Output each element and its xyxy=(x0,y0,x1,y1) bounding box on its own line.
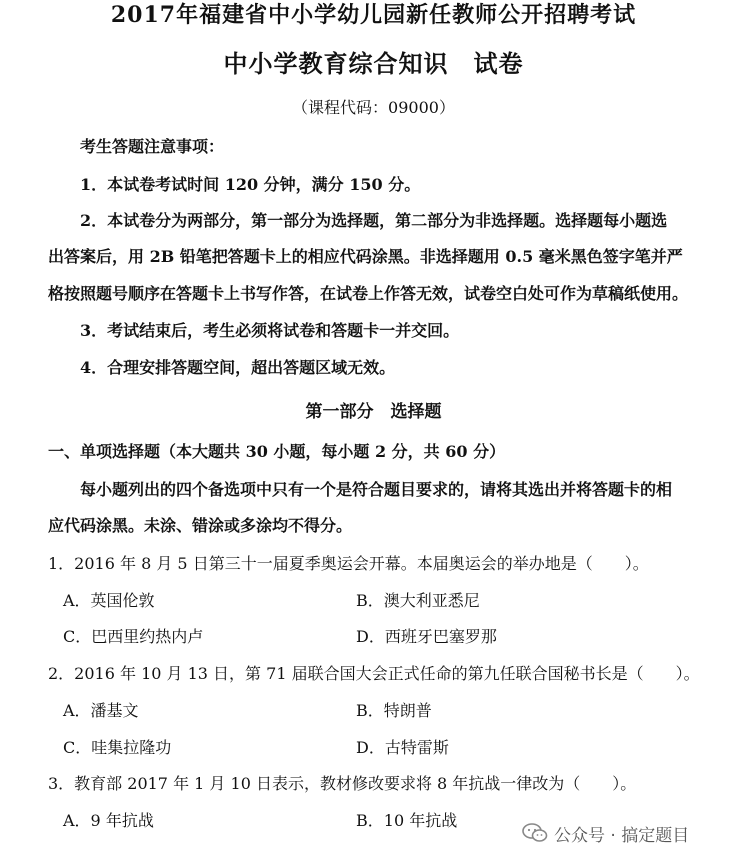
exam-title: 2017年福建省中小学幼儿园新任教师公开招聘考试 xyxy=(110,2,637,28)
question-3-stem: 3．教育部 2017 年 1 月 10 日表示，教材修改要求将 8 年抗战一律改为（ ）。 xyxy=(48,774,637,793)
section-instructions-line-1: 每小题列出的四个备选项中只有一个是符合题目要求的，请将其选出并将答题卡的相 xyxy=(80,480,673,499)
question-1-option-c: C．巴西里约热内卢 xyxy=(63,627,204,646)
notice-item-2-line-1: 2．本试卷分为两部分，第一部分为选择题，第二部分为非选择题。选择题每小题选 xyxy=(80,211,668,230)
course-code: （课程代码：09000） xyxy=(292,98,455,117)
question-1-option-a: A．英国伦敦 xyxy=(63,591,155,610)
question-2-option-b: B．特朗普 xyxy=(356,701,432,720)
question-2-option-a: A．潘基文 xyxy=(63,701,139,720)
question-1-option-d: D．西班牙巴塞罗那 xyxy=(356,627,497,646)
paper-title: 中小学教育综合知识 试卷 xyxy=(223,49,524,78)
notice-item-4: 4．合理安排答题空间，超出答题区域无效。 xyxy=(80,358,396,377)
notice-heading: 考生答题注意事项： xyxy=(80,137,225,156)
question-1-option-b: B．澳大利亚悉尼 xyxy=(356,591,480,610)
notice-item-1: 1．本试卷考试时间 120 分钟，满分 150 分。 xyxy=(80,175,421,194)
section-instructions-line-2: 应代码涂黑。未涂、错涂或多涂均不得分。 xyxy=(48,516,353,535)
question-2-option-d: D．古特雷斯 xyxy=(356,738,449,757)
section-subtitle: 一、单项选择题（本大题共 30 小题，每小题 2 分，共 60 分） xyxy=(48,442,506,461)
watermark-text: 公众号 · 搞定题目 xyxy=(554,825,690,846)
wechat-icon xyxy=(522,823,548,843)
question-3-option-a: A．9 年抗战 xyxy=(63,811,154,830)
question-2-option-c: C．哇集拉隆功 xyxy=(63,738,172,757)
section-title: 第一部分 选择题 xyxy=(305,402,442,422)
question-2-stem: 2．2016 年 10 月 13 日，第 71 届联合国大会正式任命的第九任联合国秘书长是（ ）。 xyxy=(48,664,700,683)
watermark xyxy=(522,822,689,844)
notice-item-2-line-3: 格按照题号顺序在答题卡上书写作答，在试卷上作答无效，试卷空白处可作为草稿纸使用。 xyxy=(48,284,689,303)
notice-item-2-line-2: 出答案后，用 2B 铅笔把答题卡上的相应代码涂黑。非选择题用 0.5 毫米黑色签字笔并严 xyxy=(48,247,683,266)
question-3-option-b: B．10 年抗战 xyxy=(356,811,458,830)
notice-item-3: 3．考试结束后，考生必须将试卷和答题卡一并交回。 xyxy=(80,321,460,340)
question-1-stem: 1．2016 年 8 月 5 日第三十一届夏季奥运会开幕。本届奥运会的举办地是（ ）。 xyxy=(48,554,649,573)
